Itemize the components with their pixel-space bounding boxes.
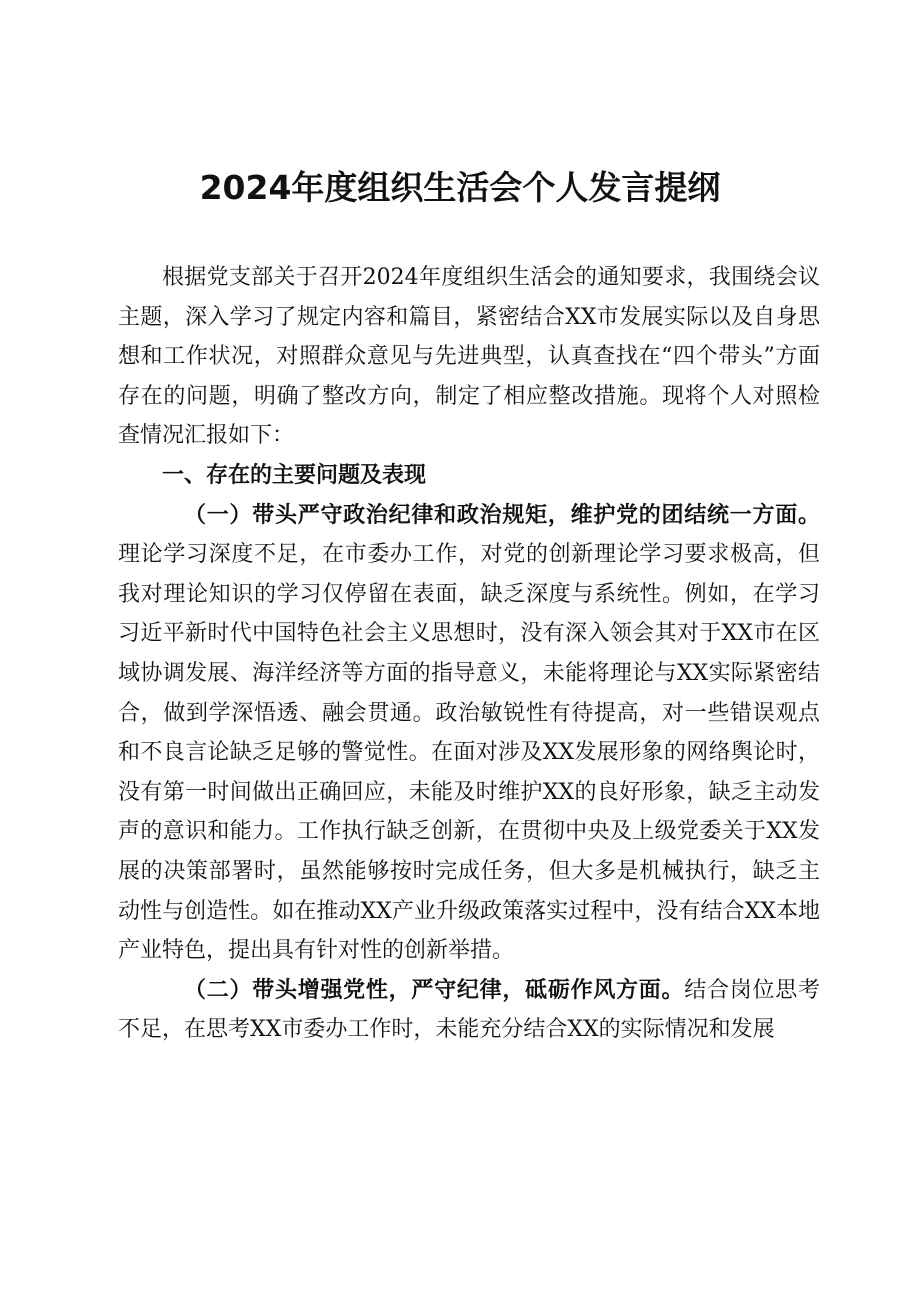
subsection-2	[118, 971, 820, 1050]
intro-paragraph: 根据党支部关于召开2024年度组织生活会的通知要求，我围绕会议主题，深入学习了规定内容和篇目，紧密结合XX市发展实际以及自身思想和工作状况，对照群众意见与先进典型，认真查找在“四个带头”方面存在的问题，明确了整改方向，制定了相应整改措施。现将个人对照检查情况汇报如下：	[118, 265, 820, 449]
section-heading: 一、存在的主要问题及表现	[162, 461, 427, 488]
subsection-1	[118, 496, 820, 971]
document-body	[118, 258, 820, 1050]
subsection-2-heading: （二）带头增强党性，严守纪律，砥砺作风方面。	[184, 976, 685, 1003]
subsection-1-body: 理论学习深度不足，在市委办工作，对党的创新理论学习要求极高，但我对理论知识的学习仅停留在表面，缺乏深度与系统性。例如，在学习习近平新时代中国特色社会主义思想时，没有深入领会其对于XX市在区域协调发展、海洋经济等方面的指导意义，未能将理论与XX实际紧密结合，做到学深悟透、融会贯通。政治敏锐性有待提高，对一些错误观点和不良言论缺乏足够的警觉性。在面对涉及XX发展形象的网络舆论时，没有第一时间做出正确回应，未能及时维护XX的良好形象，缺乏主动发声的意识和能力。工作执行缺乏创新，在贯彻中央及上级党委关于XX发展的决策部署时，虽然能够按时完成任务，但大多是机械执行，缺乏主动性与创造性。如在推动XX产业升级政策落实过程中，没有结合XX本地产业特色，提出具有针对性的创新举措。	[118, 542, 820, 964]
subsection-2-body: 结合岗位思考不足，在思考XX市委办工作时，未能充分结合XX的实际情况和发展	[118, 977, 820, 1043]
subsection-1-heading: （一）带头严守政治纪律和政治规矩，维护党的团结统一方面。	[184, 501, 820, 528]
document-title: 2024年度组织生活会个人发言提纲	[199, 168, 721, 207]
